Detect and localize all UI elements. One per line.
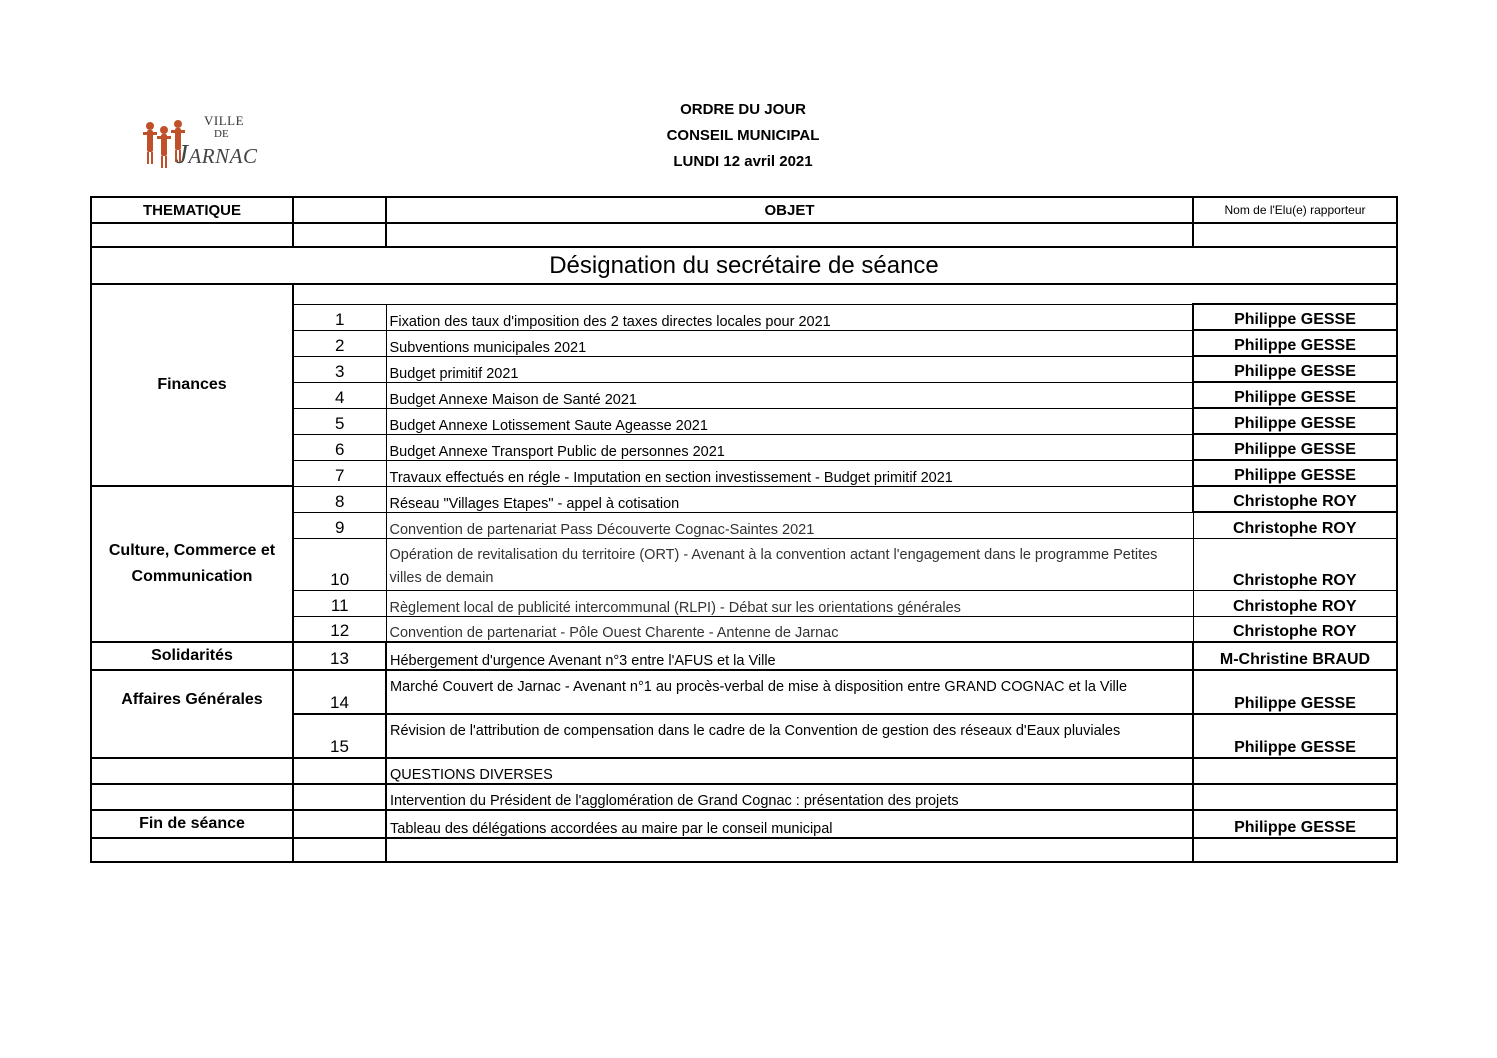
ville-de-jarnac-logo — [140, 112, 275, 182]
item-rapporteur: M-Christine BRAUD — [1193, 642, 1397, 670]
item-objet: Réseau "Villages Etapes" - appel à cotisation — [386, 486, 1193, 512]
item-number: 2 — [293, 330, 386, 356]
item-number: 1 — [293, 304, 386, 330]
page-heading — [543, 97, 943, 175]
item-rapporteur: Philippe GESSE — [1193, 382, 1397, 408]
item-number: 3 — [293, 356, 386, 382]
page-title: ORDRE DU JOUR — [680, 101, 806, 118]
item-number: 8 — [293, 486, 386, 512]
theme-affaires-generales: Affaires Générales — [91, 670, 293, 758]
item-rapporteur: Philippe GESSE — [1193, 330, 1397, 356]
item-number: 11 — [293, 590, 386, 616]
logo-text-jarnac: JARNAC — [176, 139, 258, 169]
item-objet: Budget Annexe Maison de Santé 2021 — [386, 382, 1193, 408]
item-rapporteur: Philippe GESSE — [1193, 356, 1397, 382]
item-number: 15 — [293, 714, 386, 758]
item-rapporteur: Christophe ROY — [1193, 538, 1397, 590]
item-number: 14 — [293, 670, 386, 714]
column-header-rapporteur: Nom de l'Elu(e) rapporteur — [1193, 197, 1397, 223]
item-objet: Budget Annexe Lotissement Saute Ageasse 2021 — [386, 408, 1193, 434]
item-objet: Subventions municipales 2021 — [386, 330, 1193, 356]
item-number: 7 — [293, 460, 386, 486]
table-header-row — [91, 197, 1397, 223]
theme-culture-commerce-communication: Culture, Commerce et Communication — [91, 486, 293, 642]
item-objet: Marché Couvert de Jarnac - Avenant n°1 au procès-verbal de mise à disposition entre GRAND COGNAC et la Ville — [386, 670, 1193, 714]
item-objet: Règlement local de publicité intercommunal (RLPI) - Débat sur les orientations générales — [386, 590, 1193, 616]
theme-fin-de-seance: Fin de séance — [91, 810, 293, 838]
table-row — [91, 642, 1397, 670]
item-number: 12 — [293, 616, 386, 642]
item-rapporteur: Christophe ROY — [1193, 616, 1397, 642]
column-header-num — [293, 197, 386, 223]
logo-text-de: DE — [214, 128, 229, 140]
item-objet: Convention de partenariat Pass Découverte Cognac-Saintes 2021 — [386, 512, 1193, 538]
item-rapporteur: Philippe GESSE — [1193, 714, 1397, 758]
column-header-thematique: THEMATIQUE — [91, 197, 293, 223]
item-number: 5 — [293, 408, 386, 434]
table-row — [91, 784, 1397, 810]
meeting-date: LUNDI 12 avril 2021 — [673, 153, 813, 170]
item-objet: Hébergement d'urgence Avenant n°3 entre l'AFUS et la Ville — [386, 642, 1193, 670]
designation-row — [91, 247, 1397, 284]
theme-solidarites: Solidarités — [91, 642, 293, 670]
item-number: 13 — [293, 642, 386, 670]
tableau-delegations: Tableau des délégations accordées au maire par le conseil municipal — [386, 810, 1193, 838]
page-subtitle: CONSEIL MUNICIPAL — [666, 127, 820, 144]
table-row — [91, 758, 1397, 784]
designation-secretaire: Désignation du secrétaire de séance — [91, 247, 1397, 284]
item-number: 9 — [293, 512, 386, 538]
item-number: 4 — [293, 382, 386, 408]
item-rapporteur: Christophe ROY — [1193, 512, 1397, 538]
table-row — [91, 486, 1397, 512]
item-objet: Fixation des taux d'imposition des 2 taxes directes locales pour 2021 — [386, 304, 1193, 330]
item-objet: Convention de partenariat - Pôle Ouest Charente - Antenne de Jarnac — [386, 616, 1193, 642]
column-header-objet: OBJET — [386, 197, 1193, 223]
item-rapporteur: Christophe ROY — [1193, 486, 1397, 512]
item-objet: Travaux effectués en régle - Imputation en section investissement - Budget primitif 2021 — [386, 460, 1193, 486]
item-rapporteur: Philippe GESSE — [1193, 434, 1397, 460]
empty-row — [91, 223, 1397, 247]
theme-finances: Finances — [91, 284, 293, 486]
item-rapporteur: Philippe GESSE — [1193, 670, 1397, 714]
table-row — [91, 810, 1397, 838]
item-objet: Budget Annexe Transport Public de personnes 2021 — [386, 434, 1193, 460]
item-rapporteur: Philippe GESSE — [1193, 810, 1397, 838]
table-row — [91, 670, 1397, 714]
item-rapporteur: Philippe GESSE — [1193, 304, 1397, 330]
spacer-row — [91, 284, 1397, 304]
item-objet: Opération de revitalisation du territoire (ORT) - Avenant à la convention actant l'engagement dans le programme Petites villes de demain — [386, 538, 1193, 590]
item-objet: Révision de l'attribution de compensation dans le cadre de la Convention de gestion des réseaux d'Eaux pluviales — [386, 714, 1193, 758]
item-rapporteur: Philippe GESSE — [1193, 460, 1397, 486]
agenda-table — [90, 196, 1398, 863]
intervention-president: Intervention du Président de l'agglomération de Grand Cognac : présentation des projets — [386, 784, 1193, 810]
item-rapporteur: Christophe ROY — [1193, 590, 1397, 616]
empty-row — [91, 838, 1397, 862]
item-rapporteur: Philippe GESSE — [1193, 408, 1397, 434]
item-number: 6 — [293, 434, 386, 460]
item-objet: Budget primitif 2021 — [386, 356, 1193, 382]
questions-diverses: QUESTIONS DIVERSES — [386, 758, 1193, 784]
item-number: 10 — [293, 538, 386, 590]
logo-text-ville: VILLE — [204, 113, 245, 128]
